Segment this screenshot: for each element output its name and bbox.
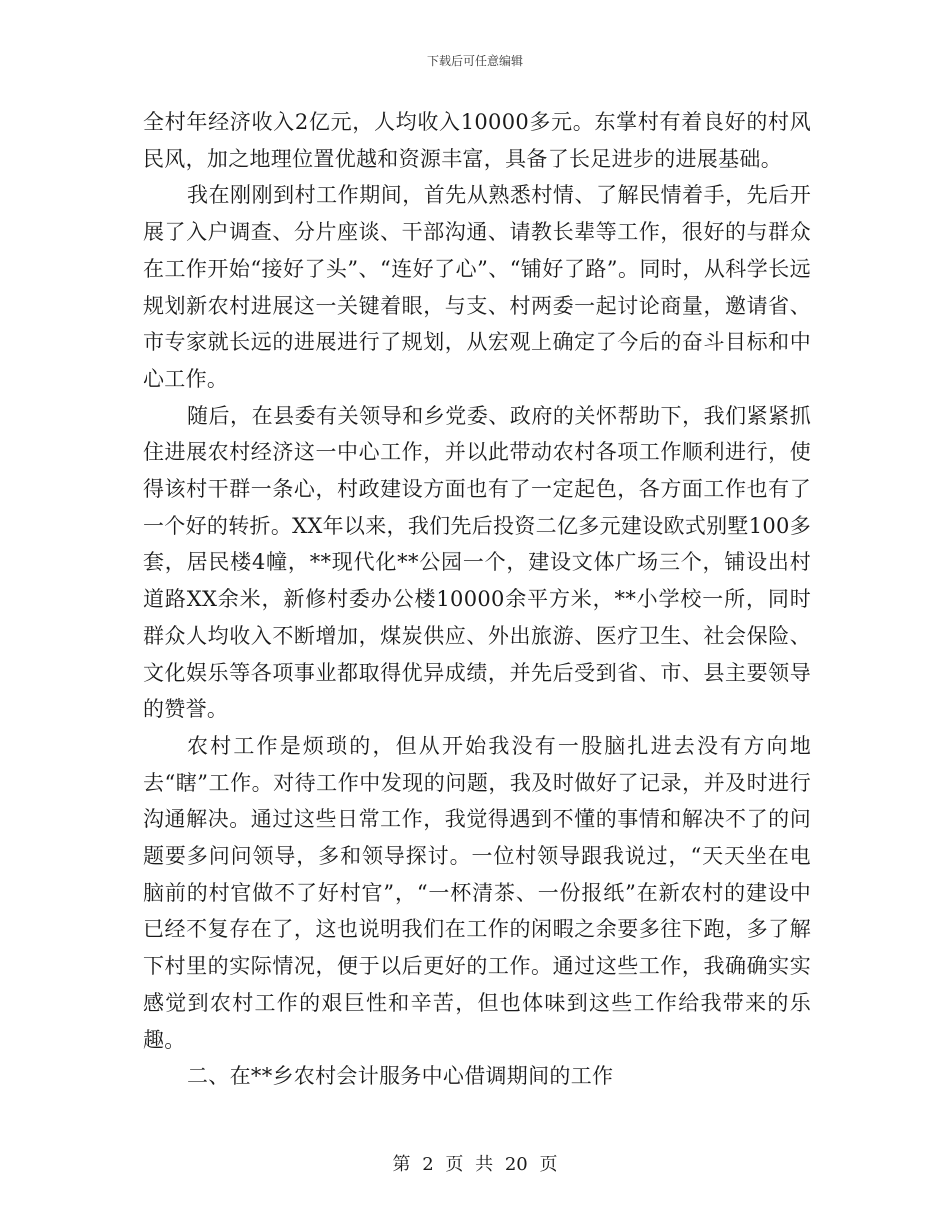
paragraph-economic-development: 随后，在县委有关领导和乡党委、政府的关怀帮助下，我们紧紧抓住进展农村经济这一中心工作，并以此带动农村各项工作顺利进行，使得该村干群一条心，村政建设方面也有了一定起色，各方面工作也有了一个好的转折。XX年以来，我们先后投资二亿多元建设欧式别墅100多套，居民楼4幢，**现代化**公园一个，建设文体广场三个，铺设出村道路XX余米，新修村委办公楼10000余平方米，**小学校一所，同时群众人均收入不断增加，煤炭供应、外出旅游、医疗卫生、社会保险、文化娱乐等各项事业都取得优异成绩，并先后受到省、市、县主要领导的赞誉。 bbox=[143, 403, 811, 722]
header-note: 下载后可任意编辑 bbox=[426, 54, 523, 68]
paragraph-continuation: 全村年经济收入2亿元，人均收入10000多元。东掌村有着良好的村风民风，加之地理位置优越和资源丰富，具备了长足进步的进展基础。 bbox=[143, 110, 811, 171]
paragraph-rural-work-reflection: 农村工作是烦琐的，但从开始我没有一股脑扎进去没有方向地去“瞎”工作。对待工作中发现的问题，我及时做好了记录，并及时进行沟通解决。通过这些日常工作，我觉得遇到不懂的事情和解决不了的问题要多问问领导，多和领导探讨。一位村领导跟我说过，“天天坐在电脑前的村官做不了好村官”，“一杯清茶、一份报纸”在新农村的建设中已经不复存在了，这也说明我们在工作的闲暇之余要多往下跑，多了解下村里的实际情况，便于以后更好的工作。通过这些工作，我确确实实感觉到农村工作的艰巨性和辛苦，但也体味到这些工作给我带来的乐趣。 bbox=[143, 733, 811, 1052]
section-heading: 二、在**乡农村会计服务中心借调期间的工作 bbox=[187, 1064, 614, 1089]
page-number: 第 2 页 共 20 页 bbox=[392, 1154, 558, 1175]
paragraph-arrival-work: 我在刚刚到村工作期间，首先从熟悉村情、了解民情着手，先后开展了入户调查、分片座谈、干部沟通、请教长辈等工作，很好的与群众在工作开始“接好了头”、“连好了心”、“铺好了路”。同时，从科学长远规划新农村进展这一关键着眼，与支、村两委一起讨论商量，邀请省、市专家就长远的进展进行了规划，从宏观上确定了今后的奋斗目标和中心工作。 bbox=[143, 183, 811, 391]
body-text bbox=[143, 104, 811, 1095]
